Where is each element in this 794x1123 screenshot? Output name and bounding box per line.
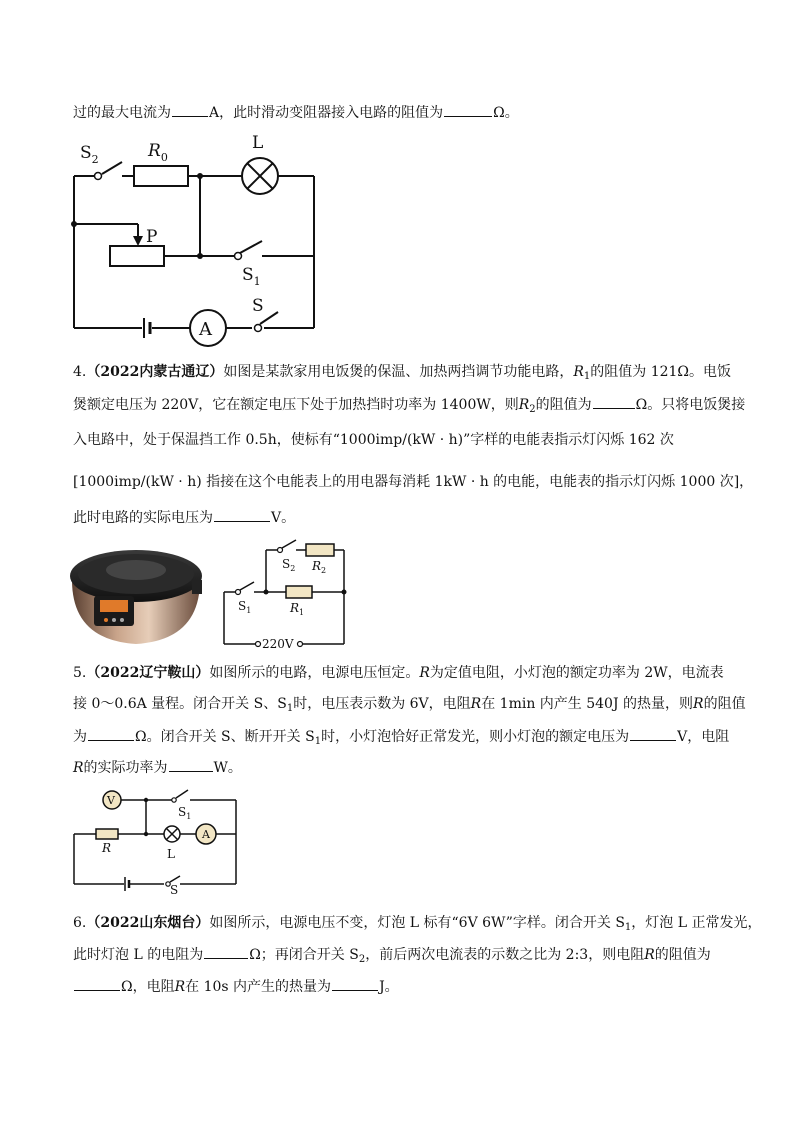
ammeter-label: A: [199, 319, 212, 340]
q6-text: 的阻值为: [654, 947, 711, 963]
q5-text: 的实际功率为: [83, 760, 168, 776]
q4-line-2: [73, 394, 745, 415]
q6-text: 此时灯泡 L 的电阻为: [73, 947, 204, 963]
q6-text: 如图所示，电源电压不变，灯泡 L 标有“6V 6W”字样。闭合开关 S: [209, 915, 625, 931]
q6-text: J。: [379, 979, 399, 995]
answer-blank[interactable]: [204, 944, 248, 959]
answer-blank[interactable]: [169, 757, 213, 772]
answer-blank[interactable]: [630, 726, 676, 741]
sub: 2: [358, 954, 366, 965]
q4-text: Ω。只将电饭煲接: [635, 397, 746, 413]
q4-text: 如图是某款家用电饭煲的保温、加热两挡调节功能电路，: [223, 364, 574, 380]
label-s: S: [170, 883, 179, 897]
label-lamp: L: [167, 847, 175, 861]
sub: 2: [529, 404, 536, 415]
sub: 1: [583, 371, 591, 382]
q6-line-2: [73, 944, 711, 965]
label-s: S: [252, 296, 264, 316]
q5-text: W。: [213, 760, 242, 776]
q5-text: 为: [73, 729, 87, 745]
label-lamp: L: [252, 133, 264, 153]
question-number: 6.: [73, 915, 87, 931]
q4-text: 煲额定电压为 220V，它在额定电压下处于加热挡时功率为 1400W，则: [73, 397, 519, 413]
q5-text: 的阻值: [703, 696, 746, 712]
var-r: R: [644, 947, 655, 963]
q5-line-4: [73, 757, 242, 778]
question-number: 5.: [73, 665, 87, 681]
circuit-diagram-2: [220, 540, 350, 651]
var-r: R: [419, 665, 430, 681]
q4-text: 的阻值为: [535, 397, 592, 413]
q4-text: 此时电路的实际电压为: [73, 510, 213, 526]
label-r: R: [102, 841, 112, 855]
label-s1: $S_1$: [238, 599, 252, 615]
q3-text-c: Ω。: [493, 105, 519, 121]
q5-text: 时，小灯泡恰好正常发光，则小灯泡的额定电压为: [321, 729, 630, 745]
label-s2: $S_2$: [80, 143, 99, 166]
q6-text: ，前后两次电流表的示数之比为 2:3，则电阻: [365, 947, 645, 963]
voltmeter-label: V: [107, 794, 115, 807]
label-slider-p: P: [146, 227, 158, 247]
answer-blank[interactable]: [88, 726, 134, 741]
q5-text: 在 1min 内产生 540J 的热量，则: [481, 696, 694, 712]
q6-text: ，灯泡 L 正常发光，: [631, 915, 762, 931]
label-s1: $S_1$: [242, 265, 261, 288]
answer-blank[interactable]: [74, 976, 120, 991]
q4-line-3: [73, 430, 674, 450]
question-source: （2022内蒙古通辽）: [86, 364, 224, 380]
q6-text: Ω，电阻: [121, 979, 175, 995]
rice-cooker-image: [64, 540, 208, 648]
q3-text-b: A，此时滑动变阻器接入电路的阻值为: [209, 105, 444, 121]
circuit-diagram-1: [60, 128, 330, 340]
var-r: R: [470, 696, 482, 712]
var-r: R: [73, 760, 84, 776]
q6-line-1: [73, 913, 761, 933]
question-source: （2022山东烟台）: [86, 915, 210, 931]
q5-text: 为定值电阻，小灯泡的额定功率为 2W，电流表: [429, 665, 724, 681]
q5-text: 时，电压表示数为 6V，电阻: [293, 696, 471, 712]
answer-blank[interactable]: [214, 507, 270, 522]
q4-text: 入电路中，处于保温挡工作 0.5h，使标有“1000imp/(kW · h)”字样的电能表指示灯闪烁 162 次: [73, 432, 674, 448]
var-r1: R: [573, 364, 584, 380]
var-r: R: [174, 979, 186, 995]
q3-line-1: [73, 102, 519, 123]
q4-text: [1000imp/(kW · h) 指接在这个电能表上的用电器每消耗 1kW · h 的电能，电能表的指示灯闪烁 1000 次]，: [73, 474, 754, 490]
circuit-diagram-3: [68, 786, 246, 897]
label-voltage: 220V: [262, 637, 294, 651]
q4-line-4: [73, 472, 753, 492]
var-r: R: [693, 696, 704, 712]
q4-line-1: [73, 362, 731, 382]
answer-blank[interactable]: [444, 102, 492, 117]
q5-text: Ω。闭合开关 S、断开开关 S: [135, 729, 315, 745]
q4-text: 的阻值为 121Ω。电饭: [590, 364, 732, 380]
label-r0: $R_0$: [148, 141, 168, 164]
q5-line-1: [73, 663, 724, 683]
sub: 1: [286, 703, 294, 714]
label-r2: $R_2$: [312, 559, 327, 575]
q6-text: Ω；再闭合开关 S: [249, 947, 359, 963]
question-number: 4.: [73, 364, 87, 380]
q5-text: 如图所示的电路，电源电压恒定。: [209, 665, 420, 681]
label-s2: $S_2$: [282, 557, 296, 573]
answer-blank[interactable]: [332, 976, 378, 991]
sub: 1: [624, 922, 632, 933]
q3-text-a: 过的最大电流为: [73, 105, 171, 121]
q6-line-3: [73, 976, 399, 997]
q5-text: V，电阻: [677, 729, 730, 745]
q5-line-3: [73, 726, 729, 747]
answer-blank[interactable]: [593, 394, 635, 409]
q6-text: 在 10s 内产生的热量为: [185, 979, 332, 995]
ammeter-label: A: [202, 828, 210, 841]
q5-text: 接 0～0.6A 量程。闭合开关 S、S: [73, 696, 287, 712]
answer-blank[interactable]: [172, 102, 208, 117]
question-source: （2022辽宁鞍山）: [86, 665, 210, 681]
q4-line-5: [73, 507, 295, 528]
label-r1: $R_1$: [290, 601, 305, 617]
q4-text: V。: [271, 510, 296, 526]
label-s1: $S_1$: [178, 805, 192, 821]
var-r2: R: [518, 397, 530, 413]
q5-line-2: [73, 694, 746, 714]
sub: 1: [314, 736, 322, 747]
